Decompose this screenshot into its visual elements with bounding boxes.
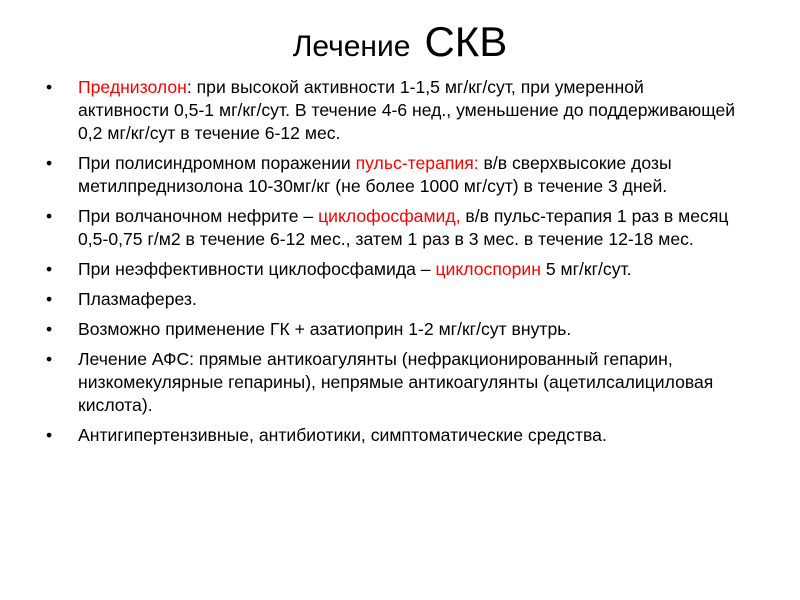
drug-highlight: циклофосфамид, (318, 206, 461, 226)
item-text: Плазмаферез. (78, 289, 197, 309)
list-item (46, 258, 736, 281)
list-item (46, 205, 736, 251)
list-item (46, 348, 736, 417)
drug-highlight: Преднизолон (78, 77, 187, 97)
bullet-icon: • (46, 425, 53, 445)
item-text: При полисиндромном поражении (78, 153, 356, 173)
list-item (46, 318, 736, 341)
item-text: Лечение АФС: прямые антикоагулянты (нефракционированный гепарин, низкомекулярные гепарины), непрямые антикоагулянты (ацетилсалициловая кислота). (78, 349, 714, 415)
item-text: Антигипертензивные, антибиотики, симптоматические средства. (78, 425, 607, 445)
list-item (46, 152, 736, 198)
item-text: Возможно применение ГК + азатиоприн 1-2 мг/кг/сут внутрь. (78, 319, 572, 339)
slide-title (0, 14, 800, 75)
drug-highlight: циклоспорин (435, 259, 541, 279)
bullet-icon: • (46, 77, 53, 97)
bullet-icon: • (46, 153, 53, 173)
item-text: в/в пульс-терапия 1 раз в месяц 0,5-0,75 г/м2 в течение 6-12 мес., затем 1 раз в 3 мес. в течение 12-18 мес. (78, 206, 729, 249)
drug-highlight: пульс-терапия: (355, 153, 479, 173)
bullet-icon: • (46, 206, 53, 226)
list-item (46, 288, 736, 311)
item-text: При неэффективности циклофосфамида – (78, 259, 436, 279)
item-text: : при высокой активности 1-1,5 мг/кг/сут, при умеренной активности 0,5-1 мг/кг/сут. В течение 4-6 нед., уменьшение до поддерживающей 0,2 мг/кг/сут в течение 6-12 мес. (78, 77, 736, 143)
bullet-icon: • (46, 349, 53, 369)
item-text: При волчаночном нефрите – (78, 206, 319, 226)
bullet-icon: • (46, 319, 53, 339)
list-item (46, 424, 736, 447)
item-text: в/в сверхвысокие дозы метилпреднизолона 10-30мг/кг (не более 1000 мг/сут) в течение 3 дней. (78, 153, 672, 196)
bullet-icon: • (46, 259, 53, 279)
slide-title-part1: Лечение (292, 30, 411, 63)
bullet-list (46, 76, 736, 454)
bullet-icon: • (46, 289, 53, 309)
slide-title-part2: СКВ (424, 18, 508, 65)
item-text: 5 мг/кг/сут. (540, 259, 632, 279)
list-item (46, 76, 736, 145)
